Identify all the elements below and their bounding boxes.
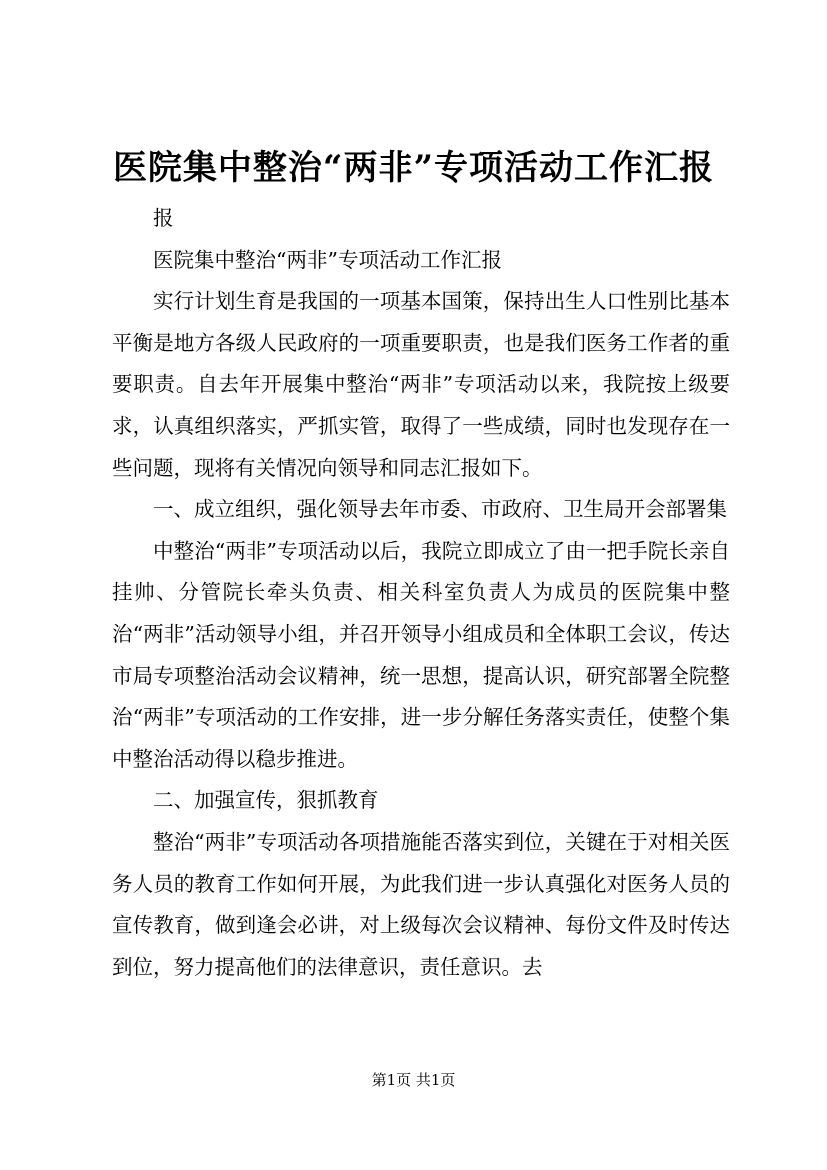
body-paragraph: 中整治“两非”专项活动以后，我院立即成立了由一把手院长亲自挂帅、分管院长牵头负责、相关科室负责人为成员的医院集中整治“两非”活动领导小组，并召开领导小组成员和全体职工会议，传达市局专项整治活动会议精神，统一思想，提高认识，研究部署全院整治“两非”专项活动的工作安排，进一步分解任务落实责任，使整个集中整治活动得以稳步推进。 — [112, 538, 730, 771]
body-paragraph: 医院集中整治“两非”专项活动工作汇报 — [153, 247, 502, 272]
body-paragraph: 报 — [153, 206, 174, 230]
page-number-footer: 第1页 共1页 — [371, 1071, 456, 1089]
document-body — [112, 198, 730, 988]
document-title: 医院集中整治“两非”专项活动工作汇报 — [112, 148, 715, 188]
body-paragraph: 实行计划生育是我国的一项基本国策，保持出生人口性别比基本平衡是地方各级人民政府的一项重要职责，也是我们医务工作者的重要职责。自去年开展集中整治“两非”专项活动以来，我院按上级要求，认真组织落实，严抓实管，取得了一些成绩，同时也发现存在一些问题，现将有关情况向领导和同志汇报如下。 — [112, 289, 730, 480]
section-heading: 二、加强宣传，狠抓教育 — [153, 788, 379, 813]
body-paragraph: 整治“两非”专项活动各项措施能否落实到位，关键在于对相关医务人员的教育工作如何开展，为此我们进一步认真强化对医务人员的宣传教育，做到逢会必讲，对上级每次会议精神、每份文件及时传达到位，努力提高他们的法律意识，责任意识。去 — [112, 829, 730, 979]
section-heading: 一、成立组织，强化领导去年市委、市政府、卫生局开会部署集 — [153, 497, 727, 522]
